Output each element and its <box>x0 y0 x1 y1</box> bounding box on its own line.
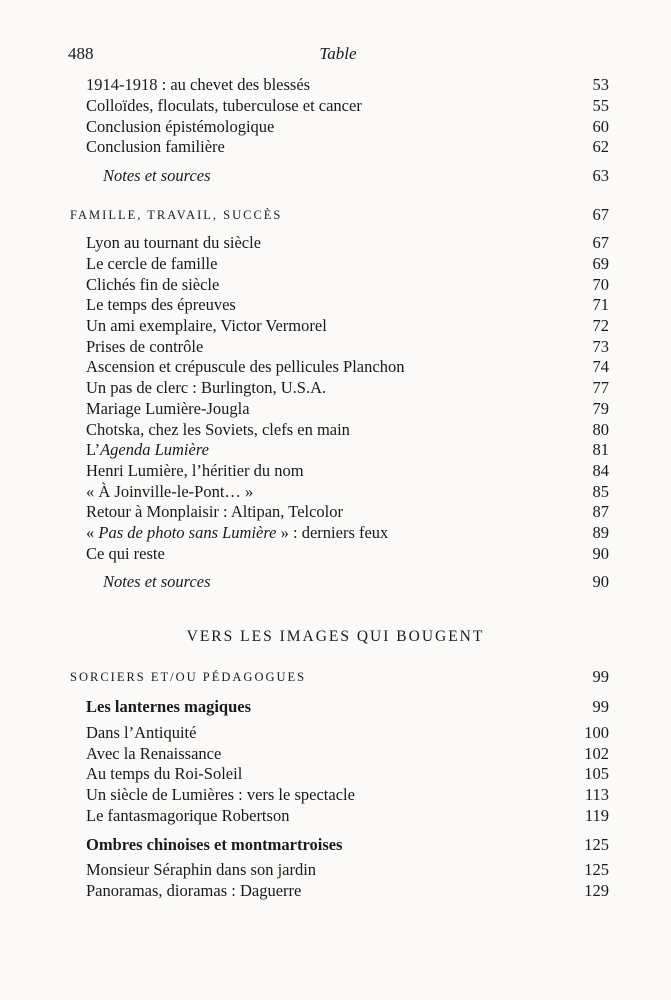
toc-entry <box>0 357 671 377</box>
toc-entry <box>0 233 671 253</box>
entry-page: 102 <box>584 744 609 763</box>
entry-page: 105 <box>584 764 609 783</box>
entry-page: 73 <box>592 337 609 356</box>
entry-page: 62 <box>592 137 609 156</box>
entry-page: 71 <box>592 295 609 314</box>
entry-page: 53 <box>592 75 609 94</box>
entry-page: 69 <box>592 254 609 273</box>
entry-page: 99 <box>592 697 609 716</box>
entry-title: Panoramas, dioramas : Daguerre <box>86 881 302 900</box>
toc-entry <box>0 254 671 274</box>
subheading-title: Ombres chinoises et montmartroises <box>86 835 343 854</box>
toc-entry <box>0 275 671 295</box>
entry-page: 89 <box>592 523 609 542</box>
toc-entry <box>0 440 671 460</box>
entry-title: « À Joinville-le-Pont… » <box>86 482 254 501</box>
entry-page: 77 <box>592 378 609 397</box>
entry-title: Dans l’Antiquité <box>86 723 197 742</box>
entry-page: 90 <box>592 572 609 591</box>
entry-page: 90 <box>592 544 609 563</box>
entry-title: Un siècle de Lumières : vers le spectacle <box>86 785 355 804</box>
entry-title: Monsieur Séraphin dans son jardin <box>86 860 317 879</box>
entry-title-rest: » : derniers feux <box>276 523 389 542</box>
entry-page: 67 <box>592 205 609 224</box>
part-title: VERS LES IMAGES QUI BOUGENT <box>186 628 485 645</box>
entry-title-italic: Agenda Lumière <box>100 440 209 459</box>
toc-entry <box>0 337 671 357</box>
entry-title: Conclusion familière <box>86 137 225 156</box>
toc-entry <box>0 881 671 901</box>
entry-page: 119 <box>584 806 609 825</box>
toc-entry <box>0 806 671 826</box>
toc-entry <box>0 461 671 481</box>
entry-title: Prises de contrôle <box>86 337 204 356</box>
toc-entry <box>0 420 671 440</box>
entry-page: 129 <box>584 881 609 900</box>
toc-notes <box>0 166 671 186</box>
entry-title: Clichés fin de siècle <box>86 275 220 294</box>
entry-page: 84 <box>592 461 609 480</box>
entry-title-prefix: L’ <box>86 440 101 459</box>
entry-title: Avec la Renaissance <box>86 744 222 763</box>
subheading-title: Les lanternes magiques <box>86 697 251 716</box>
entry-title: Henri Lumière, l’héritier du nom <box>86 461 304 480</box>
entry-page: 85 <box>592 482 609 501</box>
toc-entry <box>0 860 671 880</box>
toc-entry <box>0 316 671 336</box>
toc-entry <box>0 137 671 157</box>
entry-page: 55 <box>592 96 609 115</box>
toc-entry <box>0 544 671 564</box>
entry-page: 79 <box>592 399 609 418</box>
entry-title: 1914-1918 : au chevet des blessés <box>86 75 311 94</box>
entry-title: Lyon au tournant du siècle <box>86 233 262 252</box>
entry-page: 80 <box>592 420 609 439</box>
entry-title: Au temps du Roi-Soleil <box>86 764 243 783</box>
entry-title <box>86 523 388 543</box>
toc-entry <box>0 785 671 805</box>
page-header <box>68 44 608 66</box>
toc-section-heading <box>0 205 671 225</box>
entry-page: 70 <box>592 275 609 294</box>
toc-entry <box>0 482 671 502</box>
toc-entry <box>0 117 671 137</box>
entry-title: Le cercle de famille <box>86 254 218 273</box>
entry-title: Conclusion épistémologique <box>86 117 275 136</box>
toc-entry <box>0 378 671 398</box>
toc-entry <box>0 764 671 784</box>
entry-title: Le fantasmagorique Robertson <box>86 806 290 825</box>
entry-page: 100 <box>584 723 609 742</box>
entry-title: Ce qui reste <box>86 544 165 563</box>
entry-title: Colloïdes, floculats, tuberculose et cancer <box>86 96 362 115</box>
entry-page: 74 <box>592 357 609 376</box>
toc-entry <box>0 502 671 522</box>
entry-page: 60 <box>592 117 609 136</box>
entry-page: 113 <box>584 785 609 804</box>
entry-title: Un ami exemplaire, Victor Vermorel <box>86 316 327 335</box>
section-title: SORCIERS ET/OU PÉDAGOGUES <box>70 670 307 684</box>
entry-page: 72 <box>592 316 609 335</box>
entry-title-open-quote: « <box>86 523 99 542</box>
entry-page: 63 <box>592 166 609 185</box>
entry-page: 67 <box>592 233 609 252</box>
entry-title <box>86 440 209 460</box>
toc-entry <box>0 523 671 543</box>
toc-entry <box>0 399 671 419</box>
toc-entry <box>0 96 671 116</box>
toc-entry <box>0 744 671 764</box>
toc-entry <box>0 75 671 95</box>
entry-page: 81 <box>592 440 609 459</box>
entry-title: Retour à Monplaisir : Altipan, Telcolor <box>86 502 343 521</box>
notes-title: Notes et sources <box>103 572 211 591</box>
toc-subheading <box>0 697 671 717</box>
entry-page: 125 <box>584 860 609 879</box>
entry-title-italic: Pas de photo sans Lumière <box>98 523 277 542</box>
toc-entry <box>0 723 671 743</box>
toc-section-heading <box>0 667 671 687</box>
entry-title: Un pas de clerc : Burlington, U.S.A. <box>86 378 327 397</box>
entry-title: Le temps des épreuves <box>86 295 236 314</box>
entry-page: 125 <box>584 835 609 854</box>
entry-title: Ascension et crépuscule des pellicules Planchon <box>86 357 405 376</box>
toc-notes <box>0 572 671 592</box>
page-number: 488 <box>68 44 94 63</box>
toc-entry <box>0 295 671 315</box>
entry-page: 99 <box>592 667 609 686</box>
entry-page: 87 <box>592 502 609 521</box>
running-title: Table <box>319 44 357 63</box>
entry-title: Mariage Lumière-Jougla <box>86 399 250 418</box>
entry-title: Chotska, chez les Soviets, clefs en main <box>86 420 350 439</box>
section-title: FAMILLE, TRAVAIL, SUCCÈS <box>70 208 283 222</box>
notes-title: Notes et sources <box>103 166 211 185</box>
toc-subheading <box>0 835 671 855</box>
